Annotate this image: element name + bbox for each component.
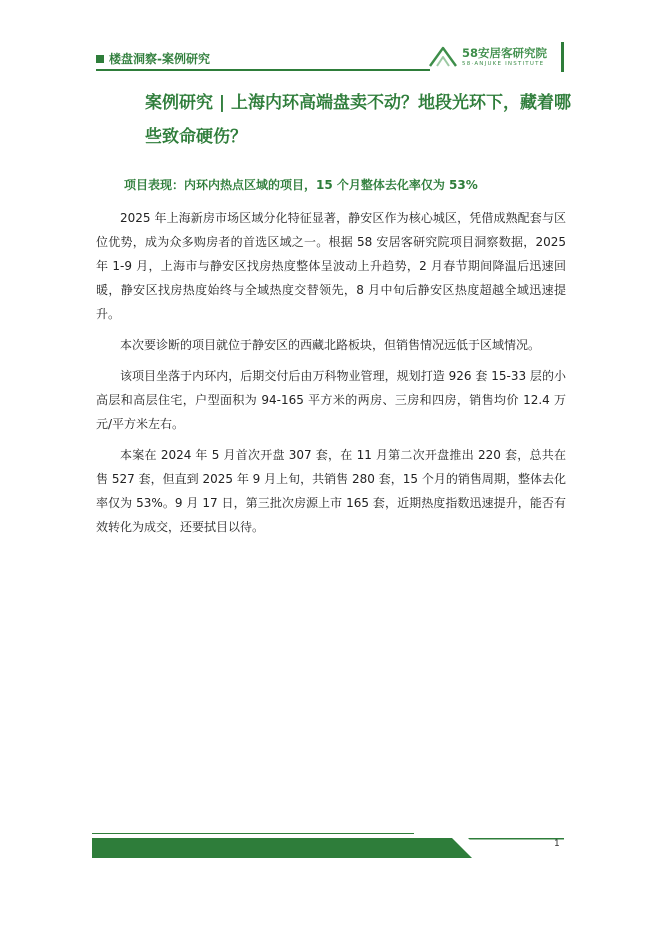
page-header — [96, 42, 566, 72]
logo — [428, 42, 566, 72]
paragraph-diagnosis-intro: 本次要诊断的项目就位于静安区的西藏北路板块，但销售情况远低于区域情况。 — [120, 338, 541, 352]
section-label-text: 楼盘洞察-案例研究 — [109, 52, 210, 66]
square-bullet-icon — [96, 55, 104, 63]
article-subtitle: 项目表现：内环内热点区域的项目，15 个月整体去化率仅为 53% — [124, 178, 478, 192]
page-number: 1 — [554, 839, 560, 849]
footer-decorative-bar — [92, 838, 564, 858]
paragraph-market-overview: 2025 年上海新房市场区域分化特征显著，静安区作为核心城区，凭借成熟配套与区位优势，成为众多购房者的首选区域之一。根据 58 安居客研究院项目洞察数据，2025 年 1-9 月，上海市与静安区找房热度整体呈波动上升趋势，2 月春节期间降温后迅速回暖，静安区找房热度始终与全域热度交替领先，8 月中旬后静安区热度超越全域迅速提升。 — [96, 211, 566, 321]
article-body — [96, 206, 566, 546]
paragraph-sales-performance: 本案在 2024 年 5 月首次开盘 307 套，在 11 月第二次开盘推出 220 套，总共在售 527 套，但直到 2025 年 9 月上旬，共销售 280 套，15 个月的销售周期，整体去化率仅为 53%。9 月 17 日，第三批次房源上市 165 套，近期热度指数迅速提升，能否有效转化为成交，还要拭目以待。 — [96, 448, 566, 534]
house-logo-icon — [428, 44, 458, 68]
logo-accent-bar — [561, 42, 564, 72]
footer-thin-rule — [92, 833, 414, 834]
paragraph-project-profile: 该项目坐落于内环内，后期交付后由万科物业管理，规划打造 926 套 15-33 层的小高层和高层住宅，户型面积为 94-165 平方米的两房、三房和四房，销售均价 12.4 万元/平方米左右。 — [96, 369, 566, 431]
logo-brand-text: 58安居客研究院 — [462, 46, 548, 60]
header-divider — [96, 69, 430, 71]
logo-english-text: 58·ANJUKE INSTITUTE — [462, 61, 545, 67]
article-title: 案例研究 | 上海内环高端盘卖不动？地段光环下，藏着哪些致命硬伤？ — [145, 93, 572, 147]
section-label — [96, 50, 210, 67]
